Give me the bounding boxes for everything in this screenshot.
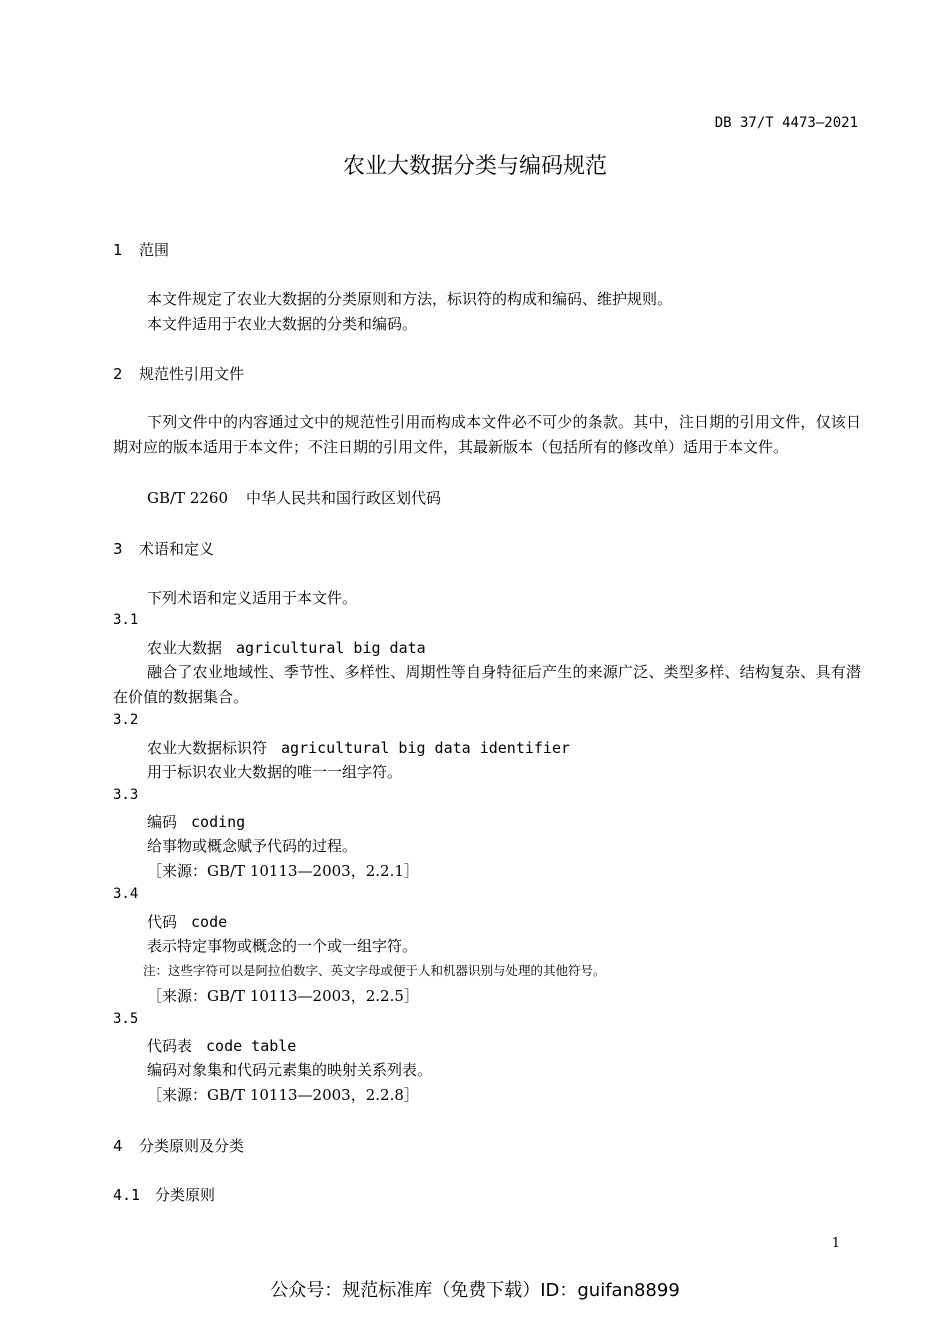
subsection-number: 4.1: [113, 1186, 141, 1204]
page-number: 1: [831, 1236, 840, 1251]
term-number: 3.3: [113, 787, 139, 803]
document-code: DB 37/T 4473—2021: [714, 115, 858, 131]
term-zh: 农业大数据标识符: [147, 739, 268, 757]
note-text: 这些字符可以是阿拉伯数字、英文字母或便于人和机器识别与处理的其他符号。: [168, 963, 606, 978]
term-number: 3.2: [113, 712, 139, 728]
paragraph: 本文件规定了农业大数据的分类原则和方法，标识符的构成和编码、维护规则。: [147, 290, 673, 308]
term-en: agricultural big data identifier: [281, 739, 570, 757]
section-4-heading: [113, 1135, 244, 1156]
term-definition: 用于标识农业大数据的唯一一组字符。: [147, 763, 403, 781]
term-en: code table: [206, 1037, 297, 1055]
term-entry: [147, 637, 426, 658]
term-note: [143, 961, 606, 979]
section-number: 1: [113, 241, 123, 259]
reference-title: 中华人民共和国行政区划代码: [246, 489, 442, 507]
term-definition: 表示特定事物或概念的一个或一组字符。: [147, 937, 418, 955]
reference-code: GB/T 2260: [147, 489, 229, 507]
paragraph: 下列术语和定义适用于本文件。: [147, 589, 358, 607]
section-number: 4: [113, 1137, 123, 1155]
term-source: ［来源：GB/T 10113—2003，2.2.8］: [147, 1086, 419, 1104]
term-definition: 编码对象集和代码元素集的映射关系列表。: [147, 1061, 433, 1079]
term-entry: [147, 811, 245, 832]
section-number: 2: [113, 365, 123, 383]
section-2-heading: [113, 363, 244, 384]
section-title: 范围: [139, 241, 170, 259]
section-3-heading: [113, 538, 214, 559]
section-title: 术语和定义: [139, 540, 215, 558]
normative-reference: [147, 487, 441, 508]
term-number: 3.1: [113, 612, 139, 628]
note-label: 注：: [143, 963, 169, 978]
term-definition: 融合了农业地域性、季节性、多样性、周期性等自身特征后产生的来源广泛、类型多样、结构复杂、具有潜在价值的数据集合。: [113, 663, 861, 706]
term-definition: 给事物或概念赋予代码的过程。: [147, 837, 358, 855]
page-title: 农业大数据分类与编码规范: [342, 154, 607, 179]
section-title: 分类原则及分类: [139, 1137, 245, 1155]
term-entry: [147, 911, 227, 932]
term-number: 3.4: [113, 886, 139, 902]
term-zh: 农业大数据: [147, 639, 223, 657]
subsection-title: 分类原则: [155, 1186, 216, 1204]
term-entry: [147, 1035, 296, 1056]
term-source: ［来源：GB/T 10113—2003，2.2.5］: [147, 987, 419, 1005]
term-zh: 代码表: [147, 1037, 193, 1055]
section-number: 3: [113, 540, 123, 558]
section-1-heading: [113, 239, 169, 260]
term-zh: 编码: [147, 813, 178, 831]
term-en: code: [191, 913, 228, 931]
term-entry: [147, 737, 570, 758]
footer-watermark: 公众号：规范标准库（免费下载）ID：guifan8899: [270, 1280, 680, 1301]
subsection-4-1-heading: [113, 1184, 215, 1205]
section-title: 规范性引用文件: [139, 365, 245, 383]
paragraph: 下列文件中的内容通过文中的规范性引用而构成本文件必不可少的条款。其中，注日期的引用文件，仅该日期对应的版本适用于本文件；不注日期的引用文件，其最新版本（包括所有的修改单）适用于本文件。: [113, 413, 861, 456]
term-number: 3.5: [113, 1011, 139, 1027]
term-zh: 代码: [147, 913, 178, 931]
term-source: ［来源：GB/T 10113—2003，2.2.1］: [147, 862, 419, 880]
paragraph: 本文件适用于农业大数据的分类和编码。: [147, 315, 418, 333]
term-en: agricultural big data: [236, 639, 426, 657]
term-en: coding: [191, 813, 246, 831]
